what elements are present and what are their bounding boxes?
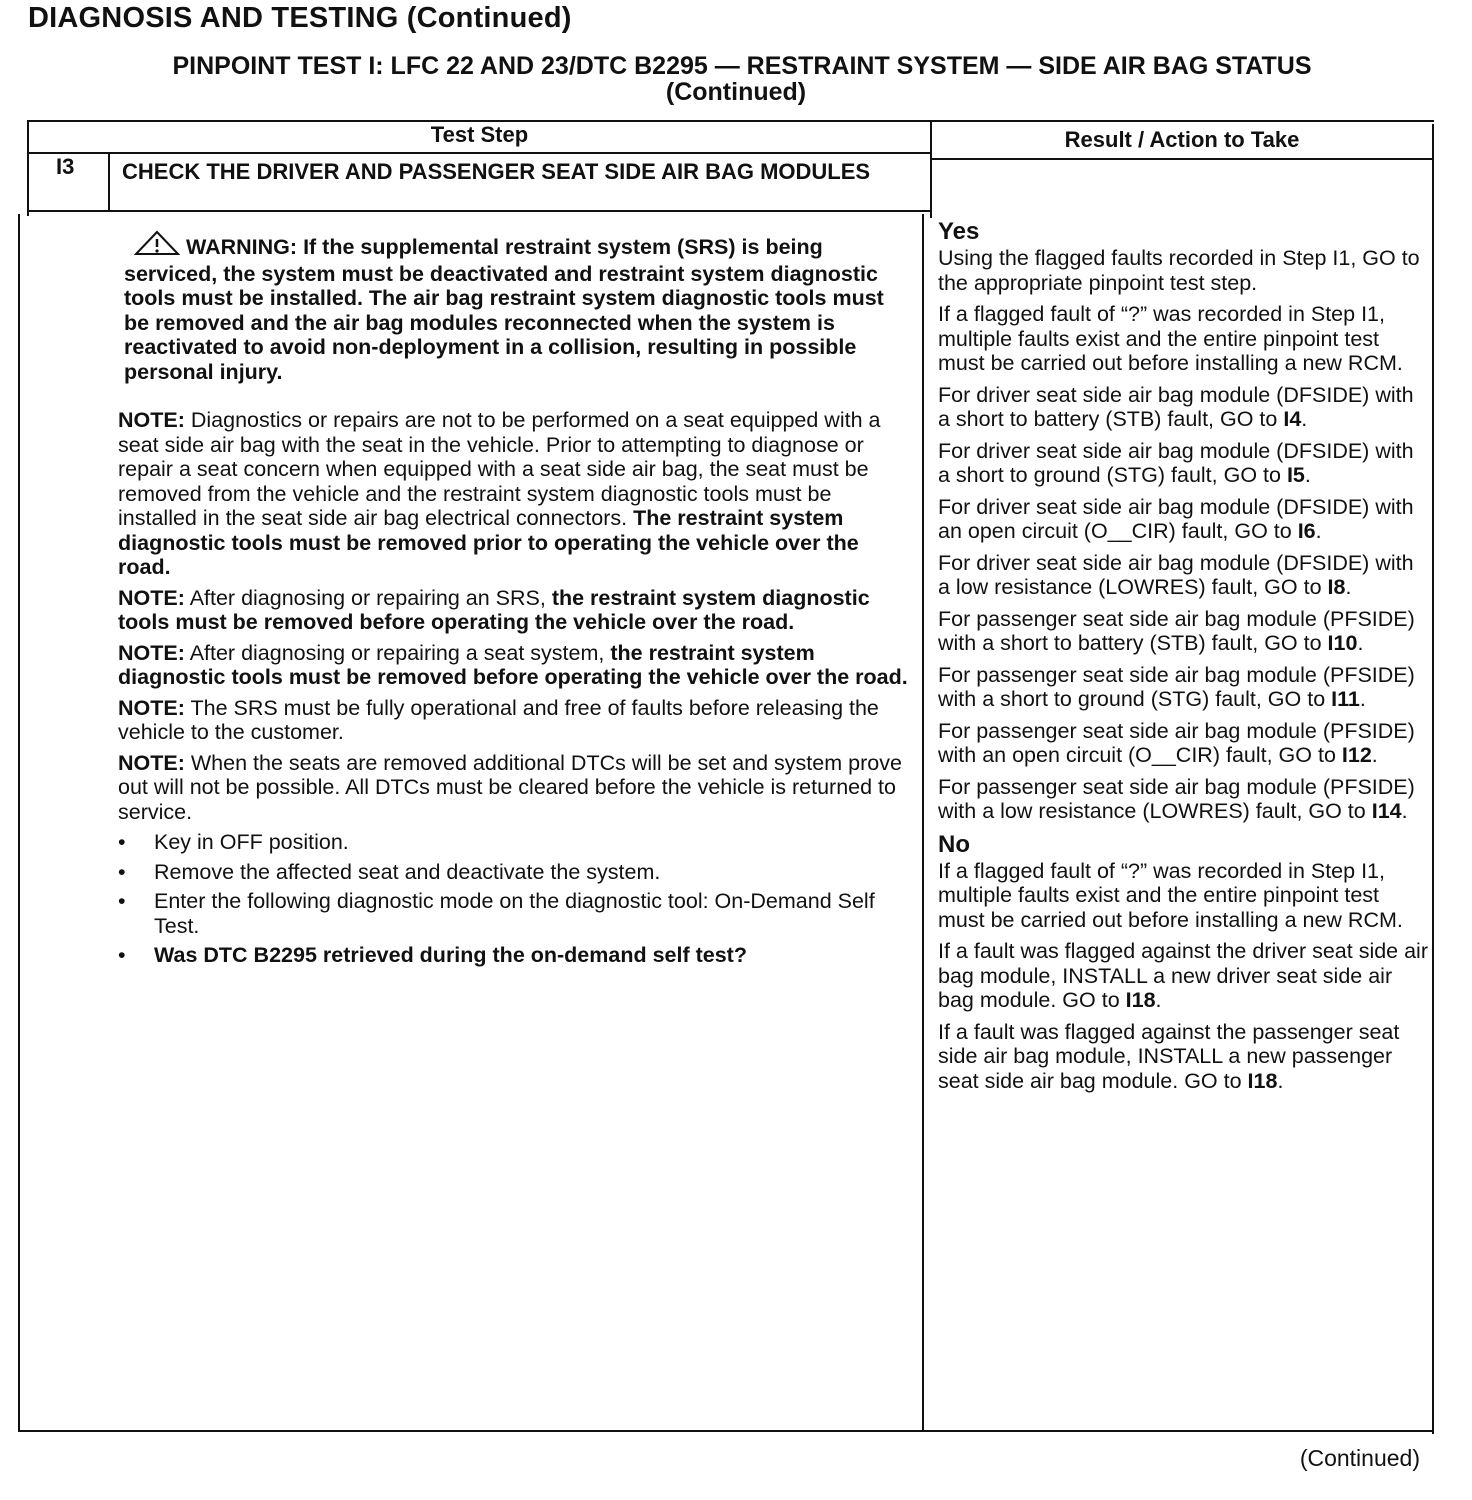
pinpoint-test-title xyxy=(0,52,1472,106)
yes-action-4: For driver seat side air bag module (DFSIDE) with a short to ground (STG) fault, GO to I5. xyxy=(938,438,1414,487)
header-test-step: Test Step xyxy=(430,122,529,147)
no-label: No xyxy=(938,830,970,858)
yes-action-1: Using the flagged faults recorded in Step I1, GO to the appropriate pinpoint test step. xyxy=(938,246,1420,295)
step-reference: I12 xyxy=(1341,743,1372,767)
note-1 xyxy=(118,408,908,580)
yes-action-3: For driver seat side air bag module (DFSIDE) with a short to battery (STB) fault, GO to I4. xyxy=(938,382,1414,431)
note-label: NOTE: xyxy=(118,750,185,775)
note-2 xyxy=(118,586,908,635)
note-3-text: After diagnosing or repairing a seat system, xyxy=(189,640,605,665)
action-text: For passenger seat side air bag module (PFSIDE) with a short to battery (STB) fault, GO to xyxy=(938,606,1415,655)
step-number: I3 xyxy=(56,154,75,179)
step-reference: I10 xyxy=(1327,631,1358,655)
page-title: DIAGNOSIS AND TESTING (Continued) xyxy=(28,2,572,34)
step-reference: I5 xyxy=(1286,463,1305,487)
test-title-line1: PINPOINT TEST I: LFC 22 AND 23/DTC B2295 — RESTRAINT SYSTEM — SIDE AIR BAG STATUS xyxy=(172,52,1312,80)
warning-text: If the supplemental restraint system (SRS) is being serviced, the system must be deactivated and restraint system diagnostic tools must be installed. The air bag restraint system diagnostic tools must be removed and the air bag modules reconnected when the system is reactivated to avoid non-deployment in a collision, resulting in possible personal injury. xyxy=(124,235,884,384)
list-item: • Key in OFF position. xyxy=(118,830,908,855)
note-label: NOTE: xyxy=(118,695,185,720)
test-title-line2: (Continued) xyxy=(665,78,807,106)
note-5-text: When the seats are removed additional DTCs will be set and system prove out will not be possible. All DTCs must be cleared before the vehicle is returned to service. xyxy=(118,750,902,824)
list-item: • Remove the affected seat and deactivate the system. xyxy=(118,860,908,885)
action-text: For passenger seat side air bag module (PFSIDE) with a low resistance (LOWRES) fault, GO to xyxy=(938,774,1415,823)
step-reference: I14 xyxy=(1371,799,1402,823)
table-bottom-border xyxy=(18,1430,1434,1432)
yes-label: Yes xyxy=(938,218,980,245)
note-5 xyxy=(118,751,908,825)
yes-action-9: For passenger seat side air bag module (PFSIDE) with an open circuit (O__CIR) fault, GO to I12. xyxy=(938,718,1415,767)
no-action-1: If a flagged fault of “?” was recorded in Step I1, multiple faults exist and the entire pinpoint test must be carried out before installing a new RCM. xyxy=(938,858,1403,932)
step-reference: I6 xyxy=(1297,519,1316,543)
yes-action-5: For driver seat side air bag module (DFSIDE) with an open circuit (O__CIR) fault, GO to I6. xyxy=(938,494,1414,543)
note-3 xyxy=(118,641,908,690)
warning-triangle-icon xyxy=(134,230,180,262)
list-item-question xyxy=(118,943,908,968)
table-left-border-lower xyxy=(18,214,20,1432)
note-label: NOTE: xyxy=(118,408,185,432)
yes-action-6: For driver seat side air bag module (DFSIDE) with a low resistance (LOWRES) fault, GO to I8. xyxy=(938,550,1414,599)
action-text: If a fault was flagged against the driver seat side air bag module, INSTALL a new driver seat side air bag module. GO to xyxy=(938,939,1428,1012)
yes-action-2: If a flagged fault of “?” was recorded in Step I1, multiple faults exist and the entire pinpoint test must be carried out before installing a new RCM. xyxy=(938,302,1403,375)
no-action-3: If a fault was flagged against the passenger seat side air bag module, INSTALL a new passenger seat side air bag module. GO to I18. xyxy=(938,1019,1400,1093)
action-text: For driver seat side air bag module (DFSIDE) with a low resistance (LOWRES) fault, GO to xyxy=(938,550,1414,599)
step-reference: I4 xyxy=(1283,407,1302,431)
note-3-bold: the restraint system diagnostic tools must be removed before operating the vehicle over the road. xyxy=(118,640,908,689)
step-title-rule xyxy=(27,210,932,212)
note-2-bold: the restraint system diagnostic tools must be removed before operating the vehicle over the road. xyxy=(118,585,870,634)
action-text: For driver seat side air bag module (DFSIDE) with a short to battery (STB) fault, GO to xyxy=(938,382,1414,431)
yes-action-8: For passenger seat side air bag module (PFSIDE) with a short to ground (STG) fault, GO to I11. xyxy=(938,662,1415,711)
list-item: • Enter the following diagnostic mode on the diagnostic tool: On-Demand Self Test. xyxy=(118,889,908,938)
note-4 xyxy=(118,696,908,745)
header-result-action: Result / Action to Take xyxy=(1064,127,1300,152)
table-right-border xyxy=(1432,124,1434,1434)
action-text: For driver seat side air bag module (DFSIDE) with a short to ground (STG) fault, GO to xyxy=(938,438,1414,487)
column-divider-lower xyxy=(922,214,924,1432)
step-reference: I18 xyxy=(1125,988,1156,1012)
note-label: NOTE: xyxy=(118,585,185,610)
test-step-content xyxy=(118,230,908,973)
note-label: NOTE: xyxy=(118,640,185,665)
warning-paragraph xyxy=(118,230,908,384)
question-text: Was DTC B2295 retrieved during the on-demand self test? xyxy=(154,943,747,967)
step-reference: I11 xyxy=(1331,687,1360,711)
warning-label: WARNING: xyxy=(186,235,298,259)
step-reference: I18 xyxy=(1247,1068,1278,1093)
step-number-divider xyxy=(108,152,110,212)
result-action-content xyxy=(938,218,1428,1100)
note-4-text: The SRS must be fully operational and free of faults before releasing the vehicle to the customer. xyxy=(118,695,879,744)
note-1-text: Diagnostics or repairs are not to be performed on a seat equipped with a seat side air bag with the seat in the vehicle. Prior to attempting to diagnose or repair a seat concern when equipped with a seat side air bag, the seat must be removed from the vehicle and the restraint system diagnostic tools must be installed in the seat side air bag electrical connectors. xyxy=(118,408,881,530)
note-2-text: After diagnosing or repairing an SRS, xyxy=(189,585,546,610)
procedure-list xyxy=(118,830,908,968)
header-left-rule xyxy=(27,152,932,154)
yes-action-7: For passenger seat side air bag module (PFSIDE) with a short to battery (STB) fault, GO to I10. xyxy=(938,606,1415,655)
header-right-rule xyxy=(930,158,1434,160)
action-text: For driver seat side air bag module (DFSIDE) with an open circuit (O__CIR) fault, GO to xyxy=(938,494,1414,543)
action-text: For passenger seat side air bag module (PFSIDE) with an open circuit (O__CIR) fault, GO to xyxy=(938,718,1415,767)
action-text: If a fault was flagged against the passenger seat side air bag module, INSTALL a new passenger seat side air bag module. GO to xyxy=(938,1019,1400,1093)
action-text: For passenger seat side air bag module (PFSIDE) with a short to ground (STG) fault, GO to xyxy=(938,662,1415,711)
continued-footer: (Continued) xyxy=(1299,1445,1420,1471)
no-action-2: If a fault was flagged against the driver seat side air bag module, INSTALL a new driver seat side air bag module. GO to I18. xyxy=(938,939,1428,1012)
note-1-bold: The restraint system diagnostic tools must be removed prior to operating the vehicle over the road. xyxy=(118,506,859,579)
step-reference: I8 xyxy=(1327,575,1346,599)
step-title: CHECK THE DRIVER AND PASSENGER SEAT SIDE AIR BAG MODULES xyxy=(122,159,871,184)
yes-action-10: For passenger seat side air bag module (PFSIDE) with a low resistance (LOWRES) fault, GO to I14. xyxy=(938,774,1415,823)
